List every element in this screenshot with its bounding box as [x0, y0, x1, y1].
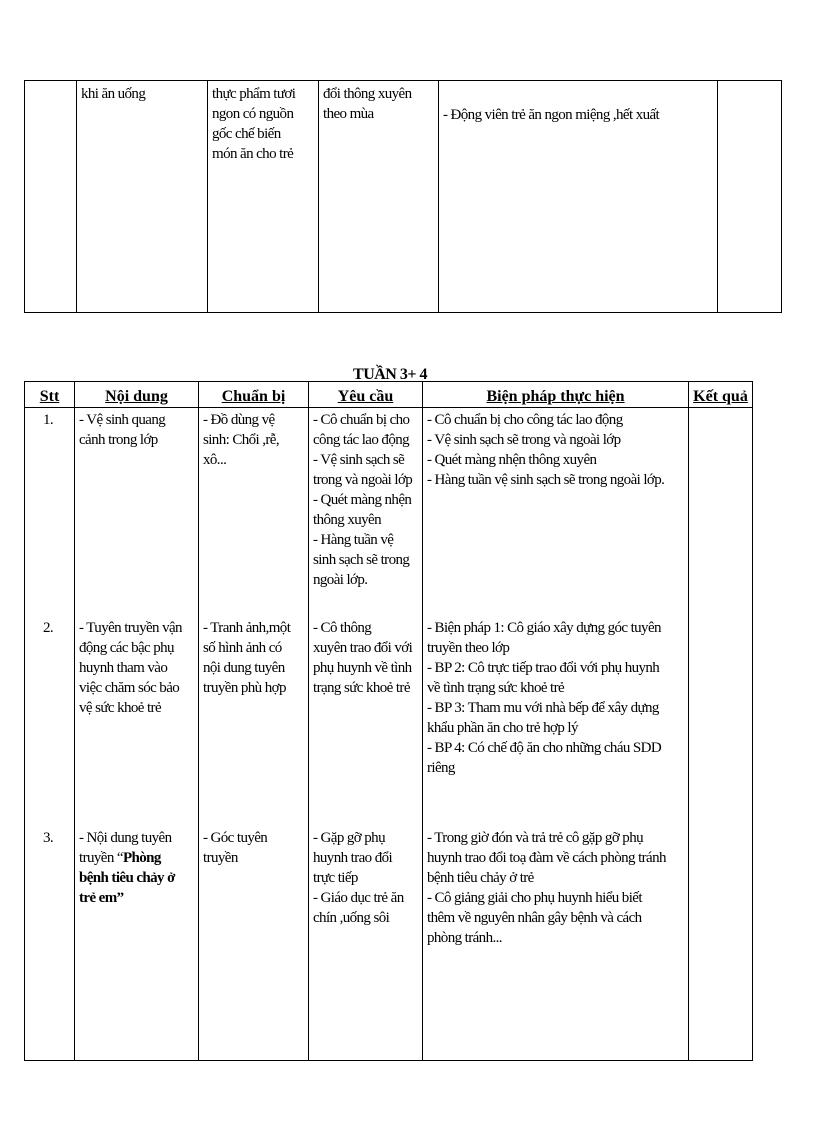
- result-cell: [689, 826, 753, 1061]
- requirement-cell: - Gặp gỡ phụ huynh trao đổi trực tiếp - Giáo dục trẻ ăn chín ,uống sôi: [309, 826, 423, 1061]
- preparation-cell: - Góc tuyên truyền: [199, 826, 309, 1061]
- header-row: [25, 382, 753, 408]
- table-row: [25, 408, 753, 616]
- content-cell: - Tuyên truyền vận động các bậc phụ huynh tham vào việc chăm sóc bảo vệ sức khoẻ trẻ: [75, 616, 199, 826]
- measure-cell: - Biện pháp 1: Cô giáo xây dựng góc tuyên truyền theo lớp - BP 2: Cô trực tiếp trao đổi với phụ huynh về tình trạng sức khoẻ trẻ - BP 3: Tham mu với nhà bếp để xây dựng khẩu phần ăn cho trẻ hợp lý - BP 4: Có chế độ ăn cho những cháu SDD riêng: [423, 616, 689, 826]
- table-row: [25, 616, 753, 826]
- result-cell: [689, 616, 753, 826]
- header-preparation: Chuẩn bị: [199, 382, 309, 408]
- requirement-cell: - Cô chuẩn bị cho công tác lao động - Vệ sinh sạch sẽ trong và ngoài lớp - Quét màng nhện thông xuyên - Hàng tuần vệ sinh sạch sẽ trong ngoài lớp.: [309, 408, 423, 616]
- preparation-cell: - Đồ dùng vệ sinh: Chổi ,rễ, xô...: [199, 408, 309, 616]
- requirement-cell: đổi thông xuyên theo mùa: [319, 81, 439, 313]
- preparation-cell: - Tranh ảnh,một số hình ảnh có nội dung tuyên truyền phù hợp: [199, 616, 309, 826]
- stt-cell: [25, 81, 77, 313]
- header-stt: Stt: [25, 382, 75, 408]
- preparation-cell: thực phẩm tươi ngon có nguồn gốc chế biến món ăn cho trẻ: [208, 81, 319, 313]
- table-row: [25, 826, 753, 1061]
- continuation-table: [24, 80, 782, 313]
- result-cell: [718, 81, 782, 313]
- content-suffix: ”: [116, 889, 124, 906]
- requirement-cell: - Cô thông xuyên trao đổi với phụ huynh về tình trạng sức khoẻ trẻ: [309, 616, 423, 826]
- content-cell: [75, 826, 199, 1061]
- content-cell: - Vệ sinh quang cảnh trong lớp: [75, 408, 199, 616]
- week-title: TUẦN 3+ 4: [353, 366, 427, 383]
- header-result: Kết quả: [689, 382, 753, 408]
- content-emphasis: Phòng bệnh tiêu chảy ở trẻ em: [79, 849, 175, 906]
- page-top-margin: [0, 0, 816, 80]
- plan-table: [24, 381, 753, 1061]
- measure-cell: - Trong giờ đón và trả trẻ cô gặp gỡ phụ huynh trao đổi toạ đàm về cách phòng tránh bệnh tiêu chảy ở trẻ - Cô giảng giải cho phụ huynh hiểu biết thêm về nguyên nhân gây bệnh và cách phòng tránh...: [423, 826, 689, 1061]
- header-requirement: Yêu cầu: [309, 382, 423, 408]
- content-cell: khi ăn uống: [77, 81, 208, 313]
- result-cell: [689, 408, 753, 616]
- stt-cell: 3.: [25, 826, 75, 1061]
- stt-cell: 2.: [25, 616, 75, 826]
- header-content: Nội dung: [75, 382, 199, 408]
- measure-cell: - Động viên trẻ ăn ngon miệng ,hết xuất: [439, 81, 718, 313]
- content-prefix: - Nội dung tuyên truyền “: [79, 829, 172, 866]
- header-measures: Biện pháp thực hiện: [423, 382, 689, 408]
- stt-cell: 1.: [25, 408, 75, 616]
- table-row: [25, 81, 782, 313]
- measure-cell: - Cô chuẩn bị cho công tác lao động - Vệ sinh sạch sẽ trong và ngoài lớp - Quét màng nhện thông xuyên - Hàng tuần vệ sinh sạch sẽ trong ngoài lớp.: [423, 408, 689, 616]
